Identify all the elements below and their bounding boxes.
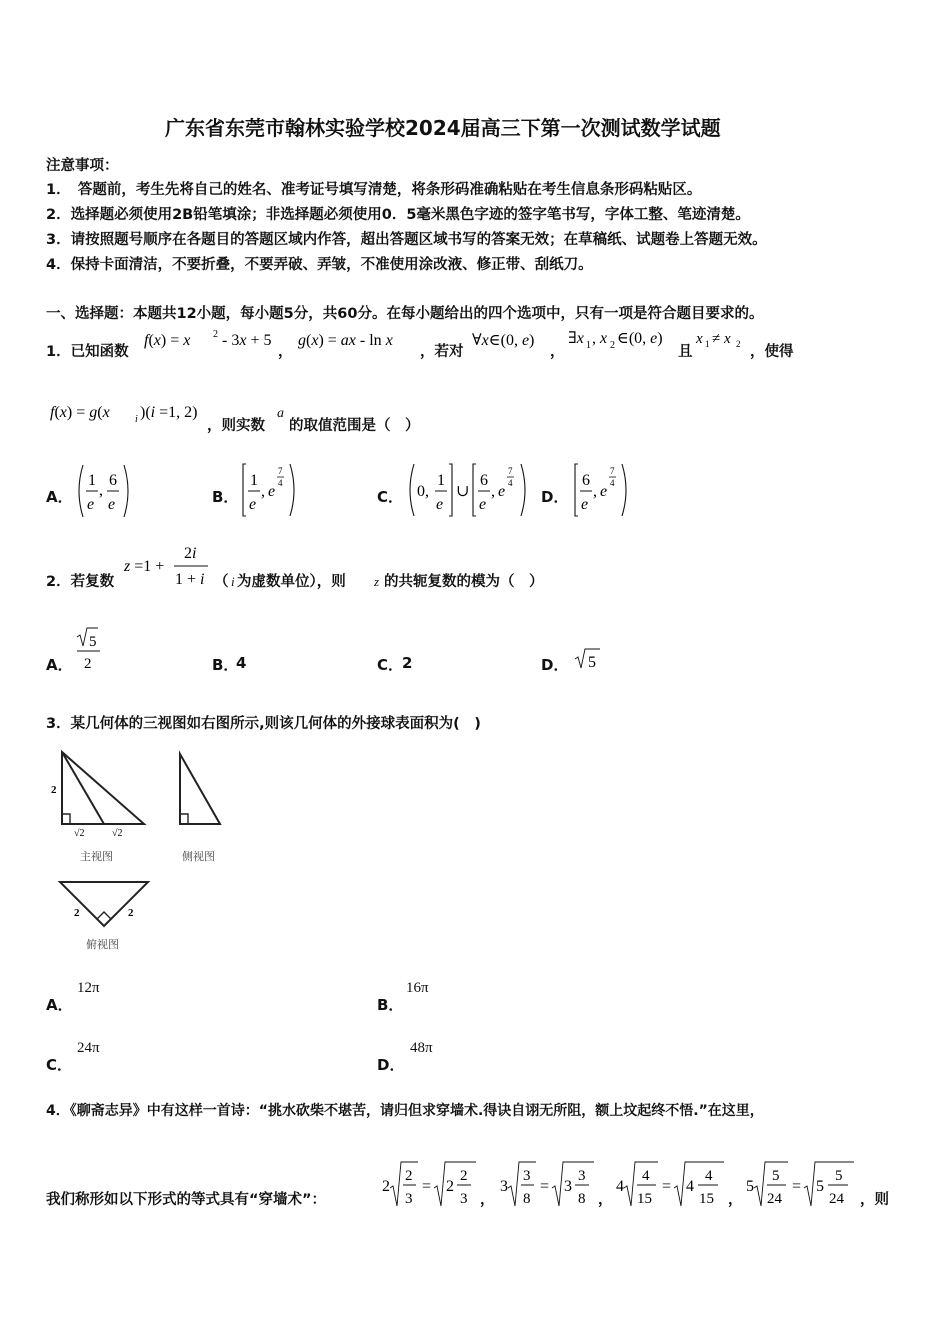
q2-z-var: z [374, 574, 380, 589]
q3-stem: 3．某几何体的三视图如右图所示,则该几何体的外接球表面积为( ) [46, 716, 481, 732]
q2-z-definition [122, 542, 214, 594]
q2-option-d-label[interactable]: D． [541, 656, 569, 674]
q4-line2-prefix: 我们称形如以下形式的等式具有“穿墙术”： [46, 1192, 327, 1208]
svg-text:e: e [436, 496, 444, 513]
q3-top-edge-left: 2 [74, 907, 80, 919]
svg-text:6: 6 [480, 472, 488, 489]
svg-text:,: , [593, 483, 597, 500]
q1-f-definition [142, 326, 282, 356]
svg-text:1: 1 [705, 339, 710, 349]
svg-text:4: 4 [705, 1168, 713, 1184]
svg-text:6: 6 [109, 472, 117, 489]
q1-and-word: 且 [678, 344, 693, 360]
q4-example-3 [614, 1158, 728, 1212]
svg-text:1: 1 [250, 472, 258, 489]
svg-text:e: e [581, 496, 589, 513]
svg-text:)(i =1, 2): )(i =1, 2) [140, 404, 198, 421]
q2-option-c-label[interactable]: C． [377, 656, 404, 674]
svg-text:∃x: ∃x [568, 330, 584, 347]
svg-text:4: 4 [616, 1178, 624, 1195]
q4-sep-1: ， [480, 1192, 495, 1208]
svg-text:15: 15 [637, 1191, 652, 1207]
note-item-3: 3．请按照题号顺序在各题目的答题区域内作答，超出答题区域书写的答案无效；在草稿纸、试题卷上答题无效。 [46, 232, 767, 248]
svg-text:3: 3 [500, 1178, 508, 1195]
q4-example-4 [744, 1158, 858, 1212]
q3-side-view [170, 748, 230, 866]
svg-text:7: 7 [508, 466, 513, 476]
svg-text:2: 2 [460, 1168, 468, 1184]
q2-paren-open: （ [214, 574, 229, 590]
q3-top-edge-right: 2 [128, 907, 134, 919]
q1-so-word: ，使得 [750, 344, 794, 360]
svg-text:3: 3 [564, 1178, 572, 1195]
svg-text:6: 6 [582, 472, 590, 489]
notes-heading: 注意事项： [46, 158, 119, 174]
svg-text:0,: 0, [417, 483, 429, 500]
q4-example-1 [380, 1158, 480, 1212]
q1-option-b-expr [240, 460, 304, 520]
svg-text:2: 2 [213, 329, 218, 340]
svg-text:- 3x + 5: - 3x + 5 [222, 332, 272, 349]
svg-text:1: 1 [88, 472, 96, 489]
svg-text:2: 2 [736, 339, 741, 349]
svg-text:1 + i: 1 + i [175, 571, 205, 588]
q3-option-a-label[interactable]: A． [46, 996, 73, 1014]
q3-option-a-expr: 12π [77, 980, 100, 996]
q1-comma-2: ， [550, 344, 565, 360]
q2-paren-rest: 为虚数单位），则 [237, 574, 346, 590]
q1-option-a-expr [74, 462, 134, 520]
q2-prefix: 2．若复数 [46, 574, 115, 590]
svg-text:∀x∈(0, e): ∀x∈(0, e) [472, 332, 535, 349]
note-item-4: 4．保持卡面清洁，不要折叠，不要弄破、弄皱，不准使用涂改液、修正带、刮纸刀。 [46, 257, 593, 273]
q3-option-d-expr: 48π [410, 1040, 433, 1056]
q1-option-b-label[interactable]: B． [212, 488, 239, 506]
svg-text:8: 8 [578, 1191, 586, 1207]
q2-option-b-expr: 4 [236, 654, 247, 672]
q1-forall [470, 326, 552, 356]
q2-option-b-label[interactable]: B． [212, 656, 239, 674]
page-title: 广东省东莞市翰林实验学校2024届高三下第一次测试数学试题 [165, 116, 721, 140]
svg-text:x: x [696, 331, 703, 347]
svg-text:∈(0, e): ∈(0, e) [617, 330, 663, 347]
q3-option-c-expr: 24π [77, 1040, 100, 1056]
q1-tail-b: 的取值范围是（ ） [289, 418, 420, 434]
svg-text:3: 3 [460, 1191, 468, 1207]
svg-text:e: e [249, 496, 257, 513]
svg-text:e: e [600, 483, 608, 500]
q3-front-view [48, 748, 158, 866]
svg-text:z =1 +: z =1 + [124, 558, 165, 575]
svg-text:4: 4 [278, 478, 283, 488]
q1-option-d-label[interactable]: D． [541, 488, 569, 506]
svg-text:f(x) = x: f(x) = x [144, 332, 191, 349]
svg-text:, x: , x [592, 330, 608, 347]
section-heading: 一、选择题：本题共12小题，每小题5分，共60分。在每小题给出的四个选项中，只有一项是符合题目要求的。 [46, 306, 764, 322]
q3-base-mark-2: √2 [112, 828, 123, 839]
svg-text:8: 8 [523, 1191, 531, 1207]
q4-sep-3: ， [728, 1192, 743, 1208]
svg-text:e: e [268, 483, 276, 500]
q3-option-c-label[interactable]: C． [46, 1056, 73, 1074]
svg-text:=: = [540, 1178, 550, 1195]
q1-comma-1: ， [278, 344, 293, 360]
q4-tail: ，则 [860, 1192, 889, 1208]
note-item-1: 1． 答题前，考生先将自己的姓名、准考证号填写清楚，将条形码准确粘贴在考生信息条形码粘贴区。 [46, 182, 702, 198]
svg-text:24: 24 [767, 1191, 782, 1207]
svg-text:5: 5 [816, 1178, 824, 1195]
q2-tail: 的共轭复数的模为（ ） [384, 574, 544, 590]
svg-text:=: = [422, 1178, 432, 1195]
q1-tail-a: ，则实数 [207, 418, 265, 434]
svg-text:4: 4 [642, 1168, 650, 1184]
svg-text:,: , [261, 483, 265, 500]
svg-text:2: 2 [382, 1178, 390, 1195]
q2-option-d-expr [572, 644, 604, 674]
q3-front-label: 主视图 [80, 851, 113, 863]
q1-option-a-label[interactable]: A． [46, 488, 73, 506]
svg-text:2: 2 [405, 1168, 413, 1184]
q1-option-c-expr [405, 460, 535, 520]
svg-text:e: e [108, 496, 116, 513]
q4-sep-2: ， [598, 1192, 613, 1208]
svg-text:5: 5 [835, 1168, 843, 1184]
q2-option-a-expr [74, 626, 110, 676]
q1-g-definition [296, 326, 420, 356]
svg-text:5: 5 [772, 1168, 780, 1184]
svg-text:f(x) = g(x: f(x) = g(x [50, 404, 110, 421]
svg-text:2i: 2i [184, 545, 197, 562]
svg-text:5: 5 [746, 1178, 754, 1195]
svg-text:,: , [99, 482, 103, 499]
svg-text:g(x) = ax - ln x: g(x) = ax - ln x [298, 332, 393, 349]
q1-option-d-expr [572, 460, 636, 520]
q2-option-c-expr: 2 [402, 654, 413, 672]
svg-text:4: 4 [686, 1178, 694, 1195]
svg-text:≠ x: ≠ x [712, 331, 731, 347]
svg-text:e: e [498, 483, 506, 500]
q1-exists [566, 324, 678, 356]
q4-example-2 [498, 1158, 598, 1212]
svg-text:2: 2 [610, 340, 615, 351]
q1-if-word: ，若对 [420, 344, 464, 360]
q3-option-b-expr: 16π [406, 980, 429, 996]
q3-top-view [56, 876, 156, 956]
q3-base-mark-1: √2 [74, 828, 85, 839]
svg-text:3: 3 [405, 1191, 413, 1207]
note-item-2: 2．选择题必须使用2B铅笔填涂；非选择题必须使用0．5毫米黑色字迹的签字笔书写，字体工整、笔迹清楚。 [46, 207, 750, 223]
q1-prefix: 1．已知函数 [46, 344, 129, 360]
q3-top-label: 俯视图 [86, 939, 119, 951]
q1-var-a: a [277, 406, 284, 421]
svg-text:5: 5 [588, 654, 596, 671]
svg-text:,: , [491, 483, 495, 500]
q4-stem: 4．《聊斋志异》中有这样一首诗：“挑水砍柴不堪苦，请归但求穿墙术.得诀自诩无所阻，额上坟起终不悟.”在这里， [46, 1103, 764, 1119]
svg-text:e: e [87, 496, 95, 513]
svg-text:∪: ∪ [456, 483, 470, 500]
svg-text:i: i [135, 414, 138, 425]
svg-text:5: 5 [89, 634, 97, 650]
q3-side-label: 侧视图 [182, 851, 215, 863]
svg-text:=: = [792, 1178, 802, 1195]
svg-text:7: 7 [278, 466, 283, 476]
q2-i-var: i [231, 574, 235, 589]
svg-text:15: 15 [699, 1191, 714, 1207]
svg-text:e: e [479, 496, 487, 513]
svg-text:2: 2 [84, 656, 92, 672]
svg-text:4: 4 [610, 478, 615, 488]
q1-equation [48, 398, 210, 430]
svg-text:2: 2 [446, 1178, 454, 1195]
svg-text:3: 3 [523, 1168, 531, 1184]
svg-text:1: 1 [586, 340, 591, 351]
q3-option-b-label[interactable]: B． [377, 996, 404, 1014]
svg-text:=: = [662, 1178, 672, 1195]
svg-text:4: 4 [508, 478, 513, 488]
svg-text:3: 3 [578, 1168, 586, 1184]
svg-text:7: 7 [610, 466, 615, 476]
svg-text:1: 1 [437, 472, 445, 489]
q1-neq [694, 326, 752, 356]
svg-text:24: 24 [829, 1191, 844, 1207]
q3-height-mark: 2 [51, 784, 57, 796]
q3-option-d-label[interactable]: D． [377, 1056, 405, 1074]
q2-option-a-label[interactable]: A． [46, 656, 73, 674]
q1-option-c-label[interactable]: C． [377, 488, 404, 506]
